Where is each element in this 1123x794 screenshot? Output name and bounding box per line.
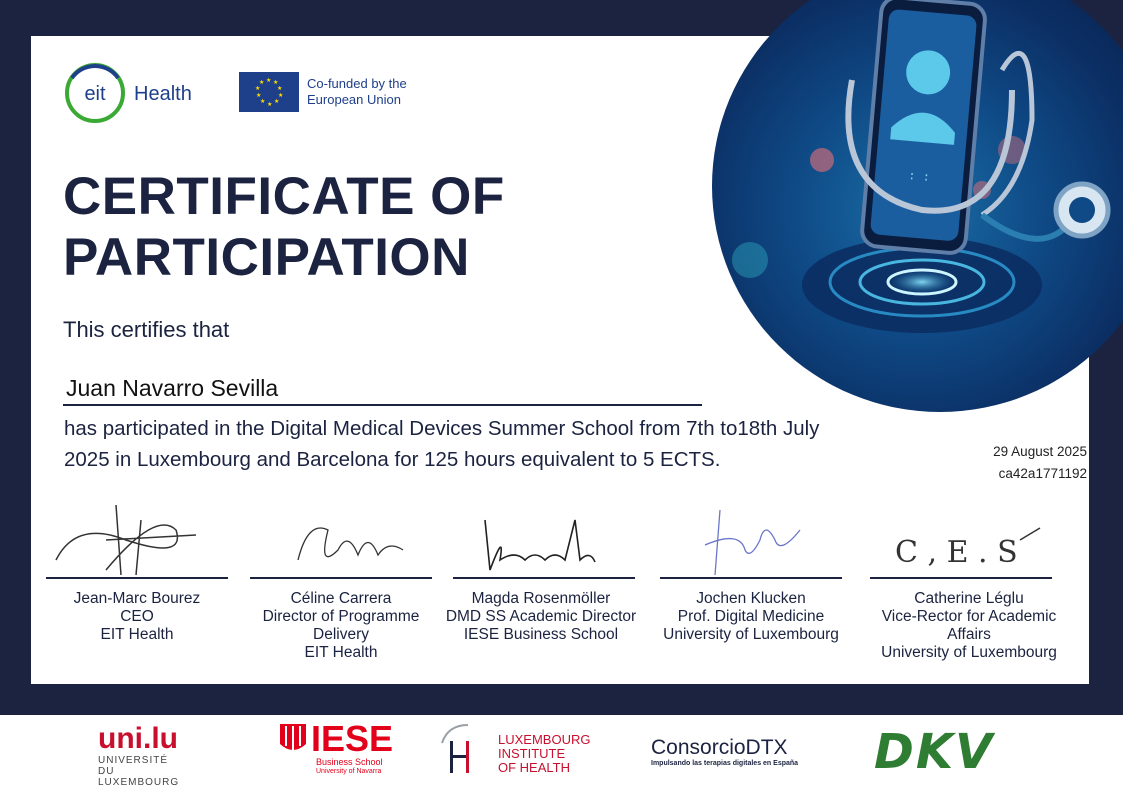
eu-line-2: European Union bbox=[307, 92, 401, 107]
signatory-role-cont: Affairs bbox=[947, 626, 991, 643]
signature-line-4 bbox=[660, 577, 842, 579]
uni-line-2: LUXEMBOURG bbox=[98, 777, 180, 788]
signatory-org: EIT Health bbox=[100, 626, 174, 643]
svg-text:★: ★ bbox=[277, 85, 283, 92]
signatory-role: Prof. Digital Medicine bbox=[677, 608, 825, 625]
signatory-name: Jean-Marc Bourez bbox=[73, 590, 201, 607]
eu-cofunded-text bbox=[307, 76, 447, 108]
certifies-text: This certifies that bbox=[63, 317, 230, 342]
brand-text: Health bbox=[134, 83, 192, 105]
svg-text:★: ★ bbox=[255, 85, 261, 92]
eu-flag-icon bbox=[239, 72, 299, 112]
iese-mark: IESE bbox=[311, 718, 394, 759]
issue-date: 29 August 2025 bbox=[993, 444, 1087, 459]
consorcio-dtx-logo bbox=[651, 737, 831, 768]
signature-line-1 bbox=[46, 577, 228, 579]
svg-text:: :: : : bbox=[907, 168, 931, 184]
eu-flag bbox=[239, 72, 299, 117]
body-line-2: 2025 in Luxembourg and Barcelona for 125 hours equivalent to 5 ECTS. bbox=[64, 448, 721, 471]
signatory-name: Céline Carrera bbox=[290, 590, 392, 607]
signature-line-2 bbox=[250, 577, 432, 579]
lih-mark-icon bbox=[438, 723, 488, 779]
hero-illustration bbox=[712, 0, 1123, 412]
signature-2-icon bbox=[288, 500, 418, 580]
svg-text:★: ★ bbox=[259, 79, 265, 86]
dkv-logo bbox=[874, 724, 1039, 780]
signatory-3 bbox=[440, 590, 642, 644]
iese-shield-icon bbox=[278, 722, 308, 756]
certificate-body bbox=[64, 413, 864, 475]
signatory-5 bbox=[866, 590, 1072, 662]
signatory-1 bbox=[47, 590, 227, 644]
signatory-org: EIT Health bbox=[304, 644, 378, 661]
svg-text:★: ★ bbox=[260, 98, 266, 105]
title-line-2: PARTICIPATION bbox=[63, 228, 470, 287]
dkv-mark: DKV bbox=[874, 724, 995, 780]
signature-line-3 bbox=[453, 577, 635, 579]
uni-line-1: UNIVERSITÉ DU bbox=[98, 755, 169, 777]
signature-1-icon bbox=[46, 500, 226, 580]
signatory-role: Vice-Rector for Academic bbox=[881, 608, 1057, 625]
recipient-name: Juan Navarro Sevilla bbox=[66, 375, 279, 401]
signatory-name: Jochen Klucken bbox=[696, 590, 806, 607]
certificate-title bbox=[63, 166, 663, 288]
signature-5-icon bbox=[890, 500, 1050, 580]
signatory-name: Magda Rosenmöller bbox=[471, 590, 611, 607]
svg-text:C , E . S: C , E . S bbox=[895, 535, 1018, 570]
signatory-role: Director of Programme bbox=[262, 608, 420, 625]
signatory-role: CEO bbox=[120, 608, 154, 625]
signatory-2 bbox=[246, 590, 436, 662]
signature-4-icon bbox=[690, 500, 820, 580]
phone-stethoscope-icon bbox=[712, 0, 1123, 412]
lih-line-3: OF HEALTH bbox=[498, 760, 570, 775]
uni-luxembourg-logo bbox=[98, 723, 188, 788]
lih-line-2: INSTITUTE bbox=[498, 746, 566, 761]
svg-text:★: ★ bbox=[266, 77, 272, 84]
svg-text:★: ★ bbox=[267, 101, 273, 108]
signature-line-5 bbox=[870, 577, 1052, 579]
signatory-name: Catherine Léglu bbox=[914, 590, 1024, 607]
name-underline bbox=[63, 404, 702, 406]
lih-line-1: LUXEMBOURG bbox=[498, 733, 591, 747]
body-line-1: has participated in the Digital Medical Devices Summer School from 7th to18th July bbox=[64, 417, 820, 440]
svg-text:eit: eit bbox=[84, 83, 106, 105]
svg-text:★: ★ bbox=[274, 98, 280, 105]
signatory-4 bbox=[652, 590, 850, 644]
uni-mark: uni.lu bbox=[98, 722, 178, 755]
certificate-code: ca42a1771192 bbox=[998, 466, 1087, 481]
signatory-org: University of Luxembourg bbox=[663, 626, 839, 643]
svg-text:★: ★ bbox=[256, 92, 262, 99]
consorcio-tagline: Impulsando las terapias digitales en España bbox=[651, 760, 799, 767]
partner-logos-bar bbox=[0, 715, 1123, 794]
eu-line-1: Co-funded by the bbox=[307, 76, 407, 91]
svg-text:★: ★ bbox=[278, 92, 284, 99]
eit-health-logo-icon bbox=[62, 60, 217, 126]
signatory-org: University of Luxembourg bbox=[881, 644, 1057, 661]
signature-3-icon bbox=[475, 500, 605, 580]
signatory-role: DMD SS Academic Director bbox=[445, 608, 637, 625]
iese-line-1: Business School bbox=[316, 757, 383, 767]
iese-line-2: University of Navarra bbox=[316, 768, 382, 775]
title-line-1: CERTIFICATE OF bbox=[63, 167, 505, 226]
signatory-role-cont: Delivery bbox=[313, 626, 369, 643]
signatory-org: IESE Business School bbox=[463, 626, 619, 643]
svg-text:★: ★ bbox=[273, 79, 279, 86]
iese-logo bbox=[278, 718, 398, 776]
consorcio-mark: ConsorcioDTX bbox=[651, 736, 788, 759]
eit-health-logo bbox=[62, 60, 217, 131]
